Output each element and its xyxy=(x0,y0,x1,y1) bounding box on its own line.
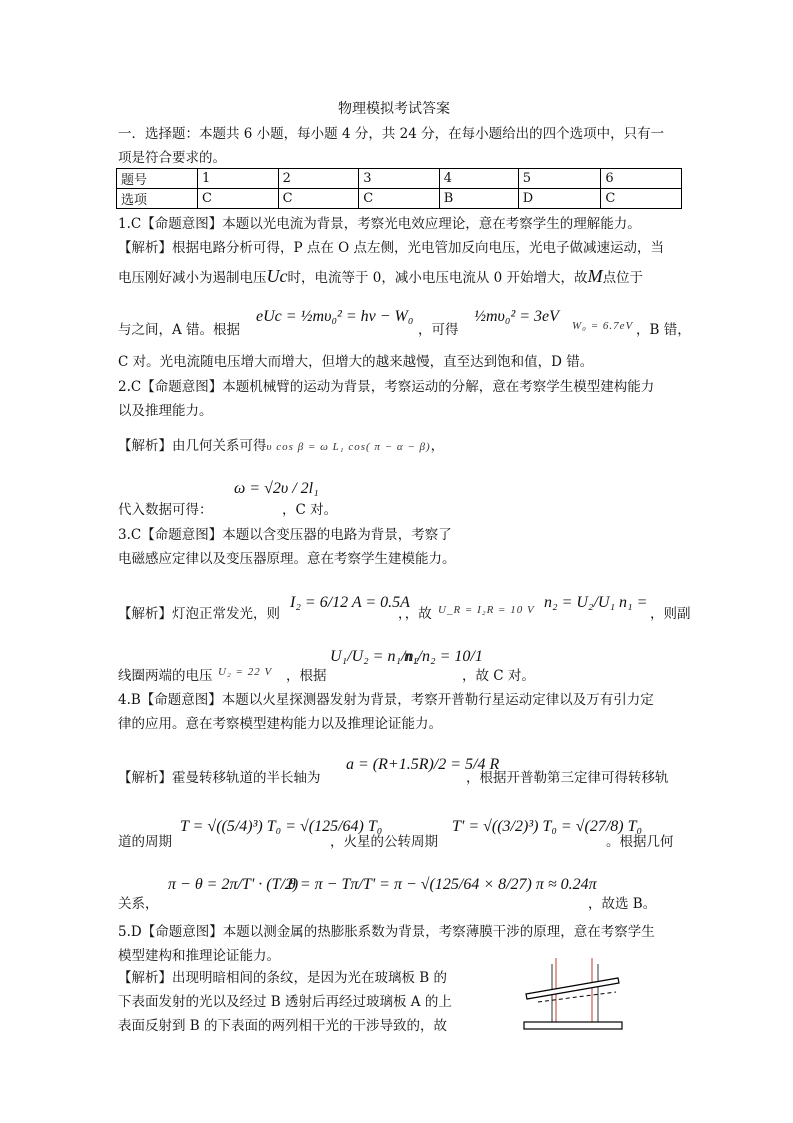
formula: n₂ = U₂/U₁ n₁ = xyxy=(544,594,648,611)
table-row xyxy=(117,189,682,209)
q4-analysis-text: 【解析】霍曼转移轨道的半长轴为 xyxy=(118,770,321,786)
q5-analysis-line: 【解析】出现明暗相间的条纹，是因为光在玻璃板 B 的 xyxy=(118,970,448,986)
thin-film-diagram xyxy=(518,956,628,1036)
q4-heading: 4.B【命题意图】本题以火星探测器发射为背景，考察开普勒行星运动定律以及万有引力定 xyxy=(118,692,654,708)
q2-heading-cont: 以及推理能力。 xyxy=(118,403,213,419)
q1-heading: 1.C【命题意图】本题以光电流为背景，考察光电效应理论，意在考察学生的理解能力。 xyxy=(118,216,641,232)
q5-heading-cont: 模型建构和推理论证能力。 xyxy=(118,948,280,964)
formula: π − θ = 2π/T' · (T/2) xyxy=(168,876,299,893)
formula: θ = π − Tπ/T' = π − √(125/64 × 8/27) π ≈ 0.24π xyxy=(288,876,597,893)
q4-analysis-text: 。根据几何 xyxy=(606,834,674,850)
q3-analysis-text: ，故 C 对。 xyxy=(462,668,535,684)
table-cell: 3 xyxy=(359,169,440,189)
formula: U_R = I₂R = 10 V xyxy=(438,604,535,616)
q2-analysis-text: 代入数据可得： xyxy=(118,502,213,518)
table-cell: 4 xyxy=(439,169,518,189)
page-title: 物理模拟考试答案 xyxy=(338,101,450,117)
glass-plate-b xyxy=(526,978,619,999)
q3-heading-cont: 电磁感应定律以及变压器原理。意在考察学生建模能力。 xyxy=(118,551,456,567)
q1-analysis-line: C 对。光电流随电压增大而增大，但增大的越来越慢，直至达到饱和值，D 错。 xyxy=(118,354,594,370)
q3-analysis-text: ，，故 xyxy=(398,606,432,622)
section-heading-cont: 项是符合要求的。 xyxy=(118,150,226,166)
table-cell: 5 xyxy=(518,169,601,189)
q2-heading: 2.C【命题意图】本题机械臂的运动为背景，考察运动的分解，意在考察学生模型建构能力 xyxy=(118,379,655,395)
formula: Uc xyxy=(266,266,288,286)
q5-heading: 5.D【命题意图】本题以测金属的热膨胀系数为背景，考察薄膜干涉的原理，意在考察学生 xyxy=(118,924,655,940)
formula: M xyxy=(587,266,603,286)
q4-analysis-text: 关系， xyxy=(118,896,159,912)
formula: eUc = ½mυ₀² = hν − W₀ xyxy=(256,308,414,325)
q1-analysis-text: 与之间，A 错。根据 xyxy=(118,322,241,338)
q1-analysis-line: 【解析】根据电路分析可得，P 点在 O 点左侧，光电管加反向电压，光电子做减速运动，当 xyxy=(118,240,665,256)
table-cell: 选项 xyxy=(117,189,198,209)
formula: U₂ = 22 V xyxy=(218,666,273,678)
q4-analysis-text: ，故选 B。 xyxy=(588,896,657,912)
formula: a = (R+1.5R)/2 = 5/4 R xyxy=(346,756,500,773)
q3-analysis-text: ，根据 xyxy=(286,668,327,684)
table-cell: B xyxy=(439,189,518,209)
table-cell: C xyxy=(359,189,440,209)
q2-analysis-text: ，C 对。 xyxy=(282,502,338,518)
q3-analysis-text: ，则副 xyxy=(650,606,691,622)
q1-analysis-text: ，可得 xyxy=(418,322,459,338)
formula: U₁/U₂ = n₁/n₂ xyxy=(330,648,420,665)
table-row xyxy=(117,169,682,189)
q4-analysis-text: 道的周期 xyxy=(118,834,172,850)
answer-table xyxy=(116,168,682,209)
q5-analysis-line: 下表面发射的光以及经过 B 透射后再经过玻璃板 A 的上 xyxy=(118,994,452,1010)
formula: υ cos β = ω L₁ cos( π − α − β) xyxy=(266,441,431,453)
formula: T' = √((3/2)³) T₀ = √(27/8) T₀ xyxy=(452,818,643,835)
q5-analysis-line: 表面反射到 B 的下表面的两列相干光的干涉导致的，故 xyxy=(118,1018,448,1034)
q4-analysis-text: ，根据开普勒第三定律可得转移轨 xyxy=(466,770,669,786)
table-cell: 1 xyxy=(198,169,279,189)
q4-heading-cont: 律的应用。意在考察模型建构能力以及推理论证能力。 xyxy=(118,716,442,732)
q1-analysis-line: 电压刚好减小为遏制电压Uc时，电流等于 0，减小电压电流从 0 开始增大，故M点位于 xyxy=(118,266,644,286)
q1-analysis-text: ，B 错， xyxy=(636,322,691,338)
table-cell: 6 xyxy=(601,169,682,189)
section-heading: 一．选择题：本题共 6 小题，每小题 4 分，共 24 分，在每小题给出的四个选项中，只有一 xyxy=(118,126,665,142)
q4-analysis-text: ，火星的公转周期 xyxy=(330,834,438,850)
formula: I₂ = 6/12 A = 0.5A xyxy=(290,594,410,611)
table-cell: C xyxy=(601,189,682,209)
table-cell: 题号 xyxy=(117,169,198,189)
q3-heading: 3.C【命题意图】本题以含变压器的电路为背景，考察了 xyxy=(118,527,452,543)
formula: n₁/n₂ = 10/1 xyxy=(404,648,483,665)
glass-plate-a xyxy=(524,1022,622,1029)
formula: T = √((5/4)³) T₀ = √(125/64) T₀ xyxy=(180,818,383,835)
q3-analysis-text: 【解析】灯泡正常发光，则 xyxy=(118,606,280,622)
formula: W₀ = 6.7eV xyxy=(572,320,634,332)
table-cell: D xyxy=(518,189,601,209)
table-cell: C xyxy=(278,189,359,209)
table-cell: C xyxy=(198,189,279,209)
q2-analysis-line: 【解析】由几何关系可得υ cos β = ω L₁ cos( π − α − β)， xyxy=(118,438,445,454)
table-cell: 2 xyxy=(278,169,359,189)
q3-analysis-text: 线圈两端的电压 xyxy=(118,668,213,684)
formula: ½mυ₀² = 3eV xyxy=(474,308,559,325)
formula: ω = √2υ / 2l₁ xyxy=(234,480,319,497)
